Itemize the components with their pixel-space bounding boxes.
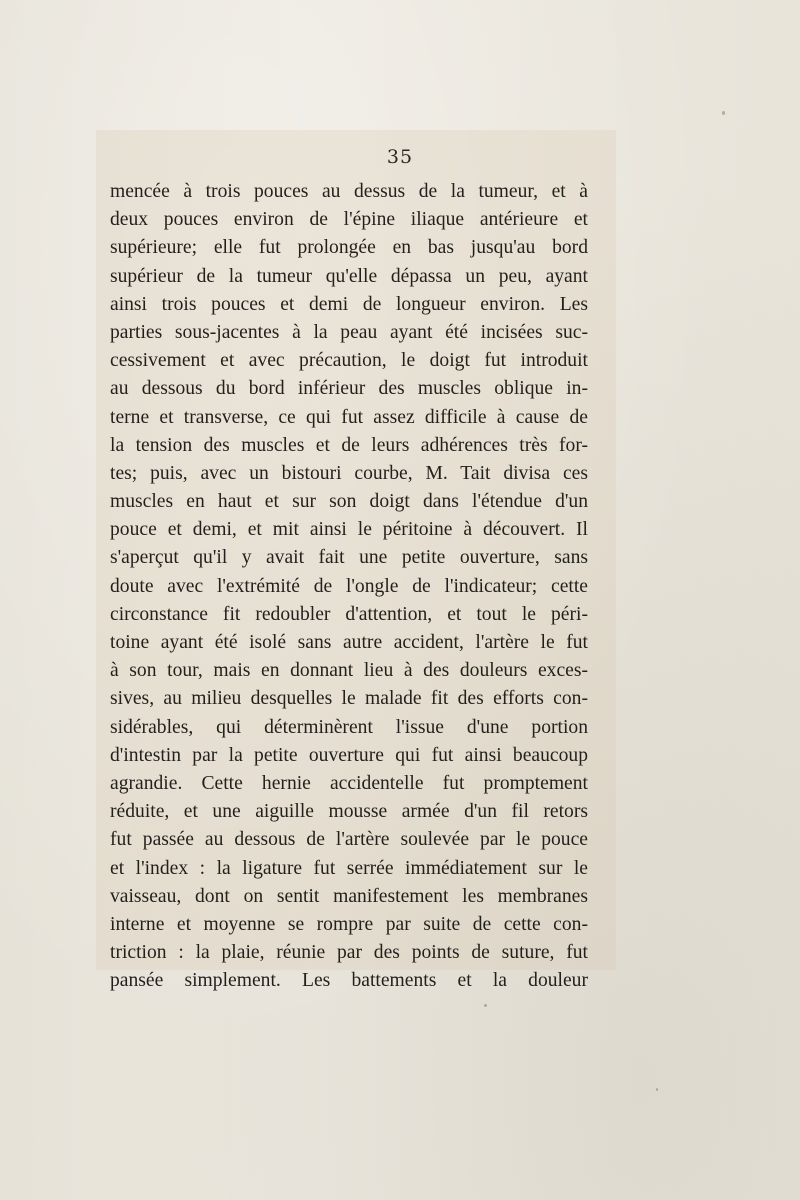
text-line: triction : la plaie, réunie par des points de suture, fut [110,942,588,964]
text-line: ainsi trois pouces et demi de longueur environ. Les [110,293,588,315]
text-line: supérieure; elle fut prolongée en bas jusqu'au bord [110,237,588,259]
text-line: agrandie. Cette hernie accidentelle fut promptement [110,772,588,794]
text-line: réduite, et une aiguille mousse armée d'un fil retors [110,801,588,823]
text-line: parties sous-jacentes à la peau ayant été incisées suc- [110,321,588,343]
text-line: à son tour, mais en donnant lieu à des douleurs exces- [110,660,588,682]
text-line: interne et moyenne se rompre par suite de cette con- [110,913,588,935]
text-line: toine ayant été isolé sans autre accident, l'artère le fut [110,632,588,653]
text-line: sives, au milieu desquelles le malade fit des efforts con- [110,688,588,710]
text-line: deux pouces environ de l'épine iliaque antérieure et [110,209,588,231]
text-line: fut passée au dessous de l'artère soulevée par le pouce [110,829,588,851]
text-line: cessivement et avec précaution, le doigt fut introduit [110,350,588,372]
text-line: mencée à trois pouces au dessus de la tumeur, et à [110,181,588,202]
text-line: muscles en haut et sur son doigt dans l'étendue d'un [110,491,588,513]
paper-speck [722,111,725,115]
paper-speck [656,1088,658,1091]
text-line: au dessous du bord inférieur des muscles oblique in- [110,378,588,400]
text-line: et l'index : la ligature fut serrée immédiatement sur le [110,857,588,879]
text-line: d'intestin par la petite ouverture qui fut ainsi beaucoup [110,744,588,766]
text-line: supérieur de la tumeur qu'elle dépassa un peu, ayant [110,265,588,287]
text-line: vaisseau, dont on sentit manifestement les membranes [110,885,588,907]
body-text [110,178,588,995]
text-line: doute avec l'extrémité de l'ongle de l'indicateur; cette [110,575,588,597]
text-line: pouce et demi, et mit ainsi le péritoine à découvert. Il [110,519,588,541]
text-line: circonstance fit redoubler d'attention, et tout le péri- [110,603,588,625]
page-number: 35 [386,146,414,168]
text-line: tes; puis, avec un bistouri courbe, M. Tait divisa ces [110,462,588,484]
text-line: sidérables, qui déterminèrent l'issue d'une portion [110,716,588,738]
text-line: la tension des muscles et de leurs adhérences très for- [110,434,588,456]
paper-speck [484,1004,487,1007]
text-line: pansée simplement. Les battements et la douleur [110,970,588,992]
text-line: terne et transverse, ce qui fut assez difficile à cause de [110,406,588,428]
text-line: s'aperçut qu'il y avait fait une petite ouverture, sans [110,547,588,569]
